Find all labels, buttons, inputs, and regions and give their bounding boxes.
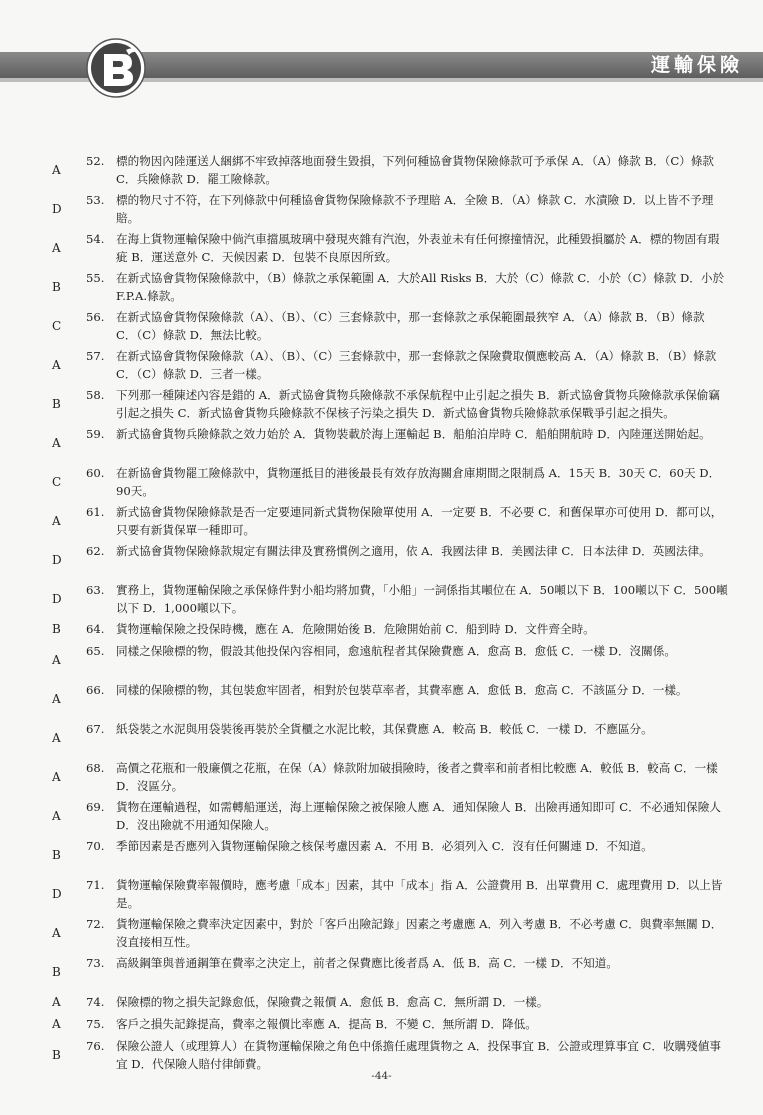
question-number: 64. <box>86 622 105 636</box>
answer-key: A <box>52 809 61 823</box>
question-number: 54. <box>86 232 105 246</box>
question-item <box>0 387 763 426</box>
question-number: 57. <box>86 349 105 363</box>
question-item <box>0 270 763 309</box>
question-text: 新式協會貨物保險條款是否一定要連同新式貨物保險單使用 A．一定要 B．不必要 C．和舊保單亦可使用 D．都可以，只要有新貨保單一種即可。 <box>116 505 723 537</box>
question-number: 72. <box>86 917 105 931</box>
question-text: 在海上貨物運輸保險中倘汽車擋風玻璃中發現夾雜有汽泡，外表並未有任何擦撞情況，此種毀損屬於 A．標的物固有瑕疵 B．運送意外 C．天候因素 D．包裝不良原因所致。 <box>116 232 720 264</box>
question-text: 下列那一種陳述內容是錯的 A．新式協會貨物兵險條款不承保航程中止引起之損失 B．新式協會貨物兵險條款承保偷竊引起之損失 C．新式協會貨物兵險條款不保核子污染之損失 D．新式協會貨物兵險條款承保戰爭引起之損失。 <box>116 388 720 420</box>
page-header <box>0 0 763 140</box>
question-item <box>0 721 763 760</box>
answer-key: A <box>52 770 61 784</box>
question-number: 66. <box>86 683 105 697</box>
answer-key: B <box>52 622 61 636</box>
question-item <box>0 426 763 465</box>
question-text: 保險標的物之損失記錄愈低，保險費之報價 A．愈低 B．愈高 C．無所謂 D．一樣。 <box>116 995 549 1009</box>
question-item <box>0 543 763 582</box>
question-text: 貨物運輸保險之費率決定因素中，對於「客戶出險記錄」因素之考慮應 A．列入考慮 B．不必考慮 C．與費率無關 D．沒直接相互性。 <box>116 917 723 949</box>
question-item <box>0 465 763 504</box>
chapter-title: 運輸保險 <box>650 54 743 76</box>
question-number: 69. <box>86 800 105 814</box>
question-item <box>0 348 763 387</box>
question-item <box>0 621 763 643</box>
question-item <box>0 916 763 955</box>
answer-key: C <box>52 475 62 489</box>
answer-key: D <box>52 553 62 567</box>
question-text: 標的物尺寸不符，在下列條款中何種協會貨物保險條款不予理賠 A．全險 B．（A）條款 C．水漬險 D．以上皆不予理賠。 <box>116 193 714 225</box>
answer-key: A <box>52 514 61 528</box>
question-number: 55. <box>86 271 105 285</box>
question-text: 在新協會貨物罷工險條款中，貨物運抵目的港後最長有效存放海關倉庫期間之限制爲 A．15天 B．30天 C．60天 D．90天。 <box>116 466 721 498</box>
question-number: 62. <box>86 544 105 558</box>
answer-key: A <box>52 436 61 450</box>
question-item <box>0 799 763 838</box>
question-item <box>0 582 763 621</box>
question-text: 保險公證人（或理算人）在貨物運輸保險之角色中係擔任處理貨物之 A．投保事宜 B．公證或理算事宜 C．收購殘値事宜 D．代保險人賠付律師費。 <box>116 1039 721 1071</box>
question-text: 高級鋼筆與普通鋼筆在費率之決定上，前者之保費應比後者爲 A．低 B．高 C．一樣 D．不知道。 <box>116 956 618 970</box>
answer-key: D <box>52 202 62 216</box>
question-text: 實務上，貨物運輸保險之承保條件對小船均將加費，「小船」一詞係指其噸位在 A．50噸以下 B．100噸以下 C．500噸以下 D．1,000噸以下。 <box>116 583 728 615</box>
answer-key: A <box>52 241 61 255</box>
question-item <box>0 838 763 877</box>
question-text: 新式協會貨物保險條款規定有關法律及實務慣例之適用，依 A．我國法律 B．美國法律 C．日本法律 D．英國法律。 <box>116 544 711 558</box>
question-text: 貨物在運輸過程，如需轉船運送，海上運輸保險之被保險人應 A．通知保險人 B．出險再通知即可 C．不必通知保險人 D．沒出險就不用通知保險人。 <box>116 800 721 832</box>
answer-key: D <box>52 592 62 606</box>
question-item <box>0 877 763 916</box>
question-item <box>0 309 763 348</box>
question-item <box>0 192 763 231</box>
question-text: 季節因素是否應列入貨物運輸保險之核保考慮因素 A．不用 B．必須列入 C．沒有任何關連 D．不知道。 <box>116 839 653 853</box>
question-item <box>0 153 763 192</box>
answer-key: B <box>52 280 61 294</box>
question-text: 同樣的保險標的物，其包裝愈牢固者，相對於包裝草率者，其費率應 A．愈低 B．愈高 C．不該區分 D．一樣。 <box>116 683 688 697</box>
answer-key: A <box>52 653 61 667</box>
answer-key: A <box>52 731 61 745</box>
question-text: 客戶之損失記錄提高，費率之報價比率應 A．提高 B．不變 C．無所謂 D．降低。 <box>116 1017 537 1031</box>
question-text: 貨物運輸保險之投保時機，應在 A．危險開始後 B．危險開始前 C．船到時 D．文件齊全時。 <box>116 622 595 636</box>
answer-key: A <box>52 692 61 706</box>
question-number: 60. <box>86 466 105 480</box>
question-list <box>0 153 763 1077</box>
answer-key: B <box>52 1048 61 1062</box>
question-item <box>0 994 763 1016</box>
question-number: 73. <box>86 956 105 970</box>
question-number: 61. <box>86 505 105 519</box>
question-number: 56. <box>86 310 105 324</box>
question-number: 67. <box>86 722 105 736</box>
question-text: 在新式協會貨物保險條款中，（B）條款之承保範圍 A．大於All Risks B．大於（C）條款 C．小於（C）條款 D．小於F.P.A.條款。 <box>116 271 725 303</box>
answer-key: B <box>52 965 61 979</box>
question-text: 在新式協會貨物保險條款（A）、（B）、（C）三套條款中，那一套條款之保險費取價應較高 A．（A）條款 B．（B）條款 C．（C）條款 D．三者一樣。 <box>116 349 717 381</box>
answer-key: A <box>52 995 61 1009</box>
question-number: 68. <box>86 761 105 775</box>
question-number: 58. <box>86 388 105 402</box>
answer-key: D <box>52 887 62 901</box>
question-number: 76. <box>86 1039 105 1053</box>
question-item <box>0 504 763 543</box>
question-number: 53. <box>86 193 105 207</box>
answer-key: B <box>52 397 61 411</box>
question-item <box>0 955 763 994</box>
question-number: 74. <box>86 995 105 1009</box>
question-text: 同樣之保險標的物，假設其他投保內容相同，愈遠航程者其保險費應 A．愈高 B．愈低 C．一樣 D．沒關係。 <box>116 644 676 658</box>
answer-key: A <box>52 163 61 177</box>
question-text: 標的物因內陸運送人綑綁不牢致掉落地面發生毀損，下列何種協會貨物保險條款可予承保 A．（A）條款 B．（C）條款 C．兵險條款 D．罷工險條款。 <box>116 154 715 186</box>
question-number: 59. <box>86 427 105 441</box>
answer-key: A <box>52 926 61 940</box>
page-number: -44- <box>371 1070 392 1082</box>
question-text: 在新式協會貨物保險條款（A）、（B）、（C）三套條款中，那一套條款之承保範圍最狹窄 A．（A）條款 B．（B）條款 C．（C）條款 D．無法比較。 <box>116 310 705 342</box>
publisher-logo-icon <box>86 38 146 98</box>
question-item <box>0 1016 763 1038</box>
question-item <box>0 760 763 799</box>
answer-key: C <box>52 319 62 333</box>
question-number: 63. <box>86 583 105 597</box>
question-number: 65. <box>86 644 105 658</box>
question-text: 紙袋裝之水泥與用袋裝後再裝於全貨櫃之水泥比較，其保費應 A．較高 B．較低 C．一樣 D．不應區分。 <box>116 722 653 736</box>
question-text: 高價之花瓶和一般廉價之花瓶，在保（A）條款附加破損險時，後者之費率和前者相比較應 A．較低 B．較高 C．一樣 D．沒區分。 <box>116 761 718 793</box>
answer-key: A <box>52 358 61 372</box>
question-number: 70. <box>86 839 105 853</box>
answer-key: B <box>52 848 61 862</box>
question-item <box>0 643 763 682</box>
answer-key: A <box>52 1017 61 1031</box>
question-item <box>0 682 763 721</box>
question-number: 71. <box>86 878 105 892</box>
question-text: 新式協會貨物兵險條款之效力始於 A．貨物裝載於海上運輸起 B．船舶泊岸時 C．船舶開航時 D．內陸運送開始起。 <box>116 427 711 441</box>
question-item <box>0 231 763 270</box>
question-number: 52. <box>86 154 105 168</box>
question-text: 貨物運輸保險費率報價時，應考慮「成本」因素，其中「成本」指 A．公證費用 B．出單費用 C．處理費用 D．以上皆是。 <box>116 878 723 910</box>
question-number: 75. <box>86 1017 105 1031</box>
